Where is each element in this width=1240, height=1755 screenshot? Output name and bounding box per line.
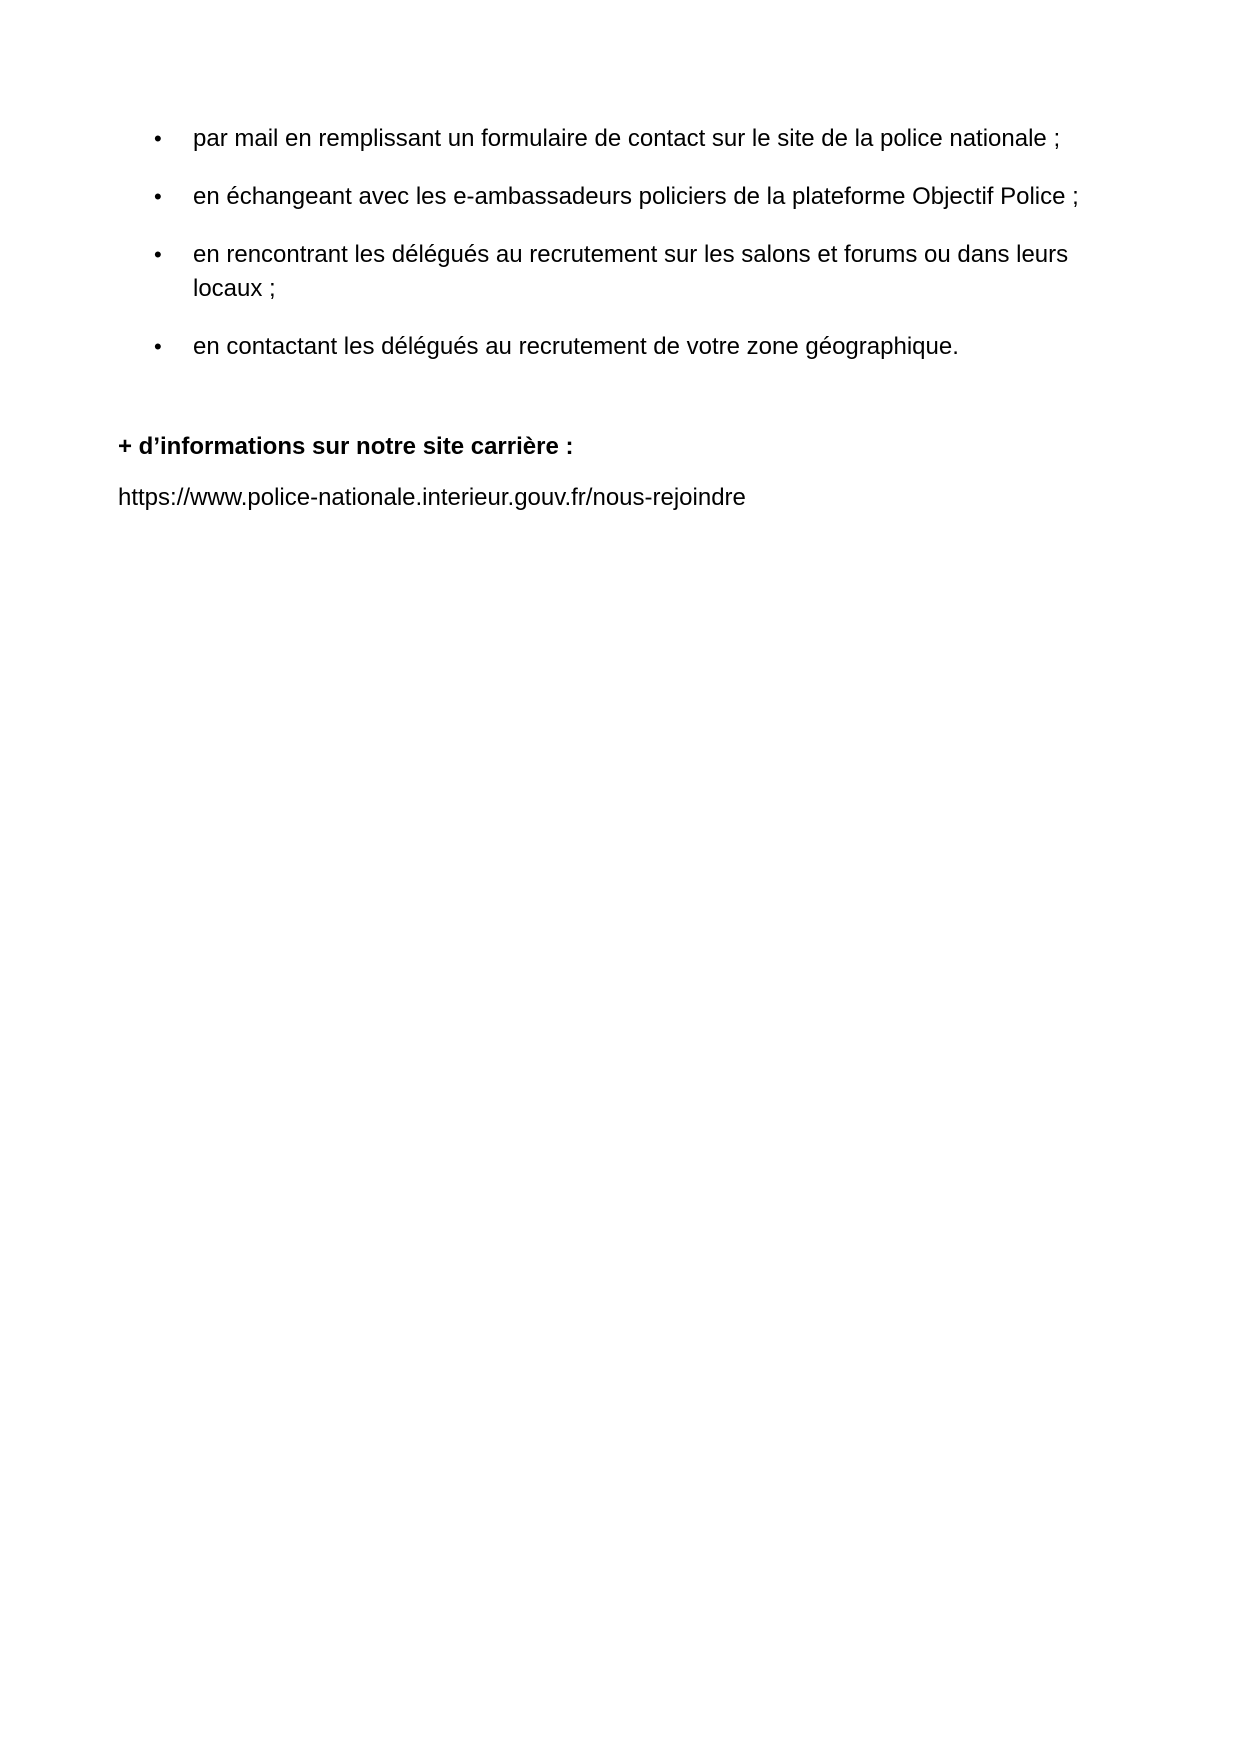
- contact-methods-list: [118, 122, 1128, 388]
- list-item-text: en échangeant avec les e-ambassadeurs policiers de la plateforme Objectif Police ;: [193, 183, 1079, 210]
- list-item: [118, 122, 1128, 156]
- career-site-link[interactable]: https://www.police-nationale.interieur.gouv.fr/nous-rejoindre: [118, 484, 746, 511]
- bullet-icon: •: [154, 184, 162, 209]
- list-item-text: par mail en remplissant un formulaire de contact sur le site de la police nationale ;: [193, 125, 1061, 152]
- bullet-icon: •: [154, 242, 162, 267]
- bullet-icon: •: [154, 334, 162, 359]
- list-item: [118, 180, 1128, 214]
- list-item: [118, 238, 1128, 306]
- list-item: [118, 330, 1128, 364]
- more-info-heading: + d’informations sur notre site carrière :: [118, 433, 574, 460]
- bullet-icon: •: [154, 126, 162, 151]
- list-item-text: en contactant les délégués au recrutement de votre zone géographique.: [193, 333, 959, 360]
- list-item-text: en rencontrant les délégués au recrutement sur les salons et forums ou dans leurs locaux ;: [193, 241, 1069, 302]
